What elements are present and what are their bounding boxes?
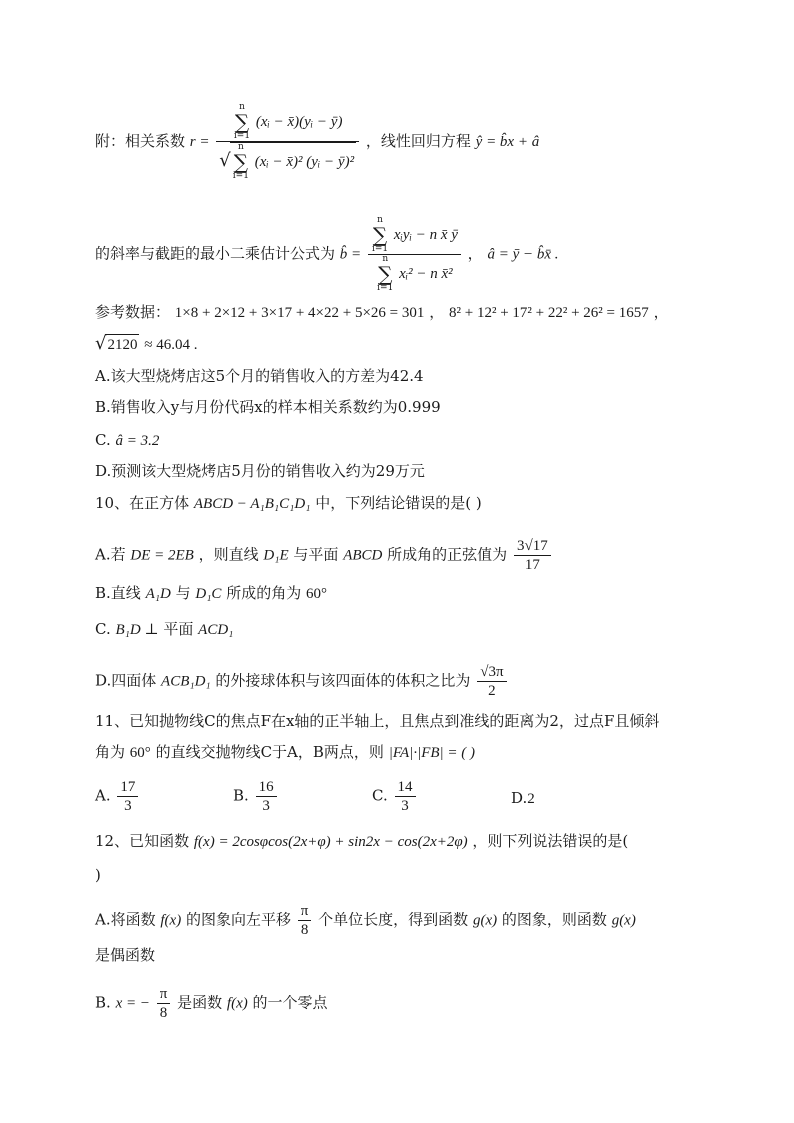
plane-name: ABCD: [343, 547, 383, 564]
regression-equation: ŷ = b̂x + â: [475, 134, 540, 150]
option-label: A.: [95, 786, 111, 805]
option-label: B.直线: [95, 584, 141, 602]
zero-fraction: $\frac{\pi}{8}$: [157, 985, 171, 1022]
q12-option-a: [95, 902, 636, 939]
tetrahedron-name: ACB₁D₁: [161, 673, 211, 690]
reference-expr-1: 1×8 + 2×12 + 3×17 + 4×22 + 5×26 = 301: [174, 305, 425, 321]
sine-fraction: $\frac{3√17}{17}$: [514, 537, 551, 574]
correlation-fraction: n ∑ i=1 (xᵢ − x̄)(yᵢ − ȳ) √n ∑ i=1 (xᵢ − x̄)² (yᵢ − ȳ)²: [216, 103, 359, 181]
correlation-denominator: (xᵢ − x̄)² (yᵢ − ȳ)²: [254, 154, 355, 170]
appendix-mid-text: ，线性回归方程: [365, 132, 471, 150]
cube-name: ABCD − A₁B₁C₁D₁: [193, 496, 311, 512]
q12-option-b: [95, 985, 328, 1022]
q11-option-c: [372, 778, 418, 815]
option-label: A.将函数: [95, 910, 156, 929]
sum-symbol: n ∑ i=1: [233, 102, 251, 141]
b-hat-numerator: xᵢyᵢ − n x̄ ȳ: [393, 227, 458, 243]
q10-option-a: [95, 537, 553, 574]
text: 是函数: [177, 993, 223, 1012]
appendix-correlation-line: [95, 103, 539, 181]
text: 所成角的正弦值为: [387, 545, 508, 564]
q10-stem-b: 中，下列结论错误的是( ): [315, 494, 482, 512]
reference-expr-2: 8² + 12² + 17² + 22² + 26² = 1657: [448, 305, 649, 321]
r-equals: r =: [189, 134, 210, 150]
a-hat-formula: â = ȳ − b̂x̄ .: [487, 246, 559, 263]
distance-product: |FA|·|FB| = ( ): [388, 745, 476, 761]
option-label: D.: [511, 789, 528, 807]
q9-option-b: B.销售收入y与月份代码x的样本相关系数约为0.999: [95, 398, 441, 416]
appendix-prefix: 附：相关系数: [95, 132, 186, 150]
text: 角为: [95, 743, 126, 761]
q12-stem-close: ): [95, 866, 101, 884]
text: 的外接球体积与该四面体的体积之比为: [215, 671, 471, 690]
appendix-least-squares-line: [95, 216, 559, 293]
option-value: 2: [527, 791, 535, 807]
b-hat-fraction: [368, 216, 461, 293]
text: ，则下列说法错误的是(: [472, 832, 629, 850]
reference-data-line: [95, 302, 669, 323]
q11-option-d: [511, 788, 535, 809]
option-label: C.: [95, 431, 111, 449]
q9-option-c-expr: â = 3.2: [115, 433, 160, 449]
line-name: D₁C: [195, 586, 222, 602]
angle-value: 60°: [306, 586, 328, 602]
volume-ratio-fraction: $\frac{√3\pi}{2}$: [477, 663, 506, 700]
vector-equation: DE = 2EB: [130, 547, 194, 564]
sqrt-approx: ≈ 46.04 .: [144, 337, 198, 353]
q10-option-d: [95, 663, 509, 700]
q10-stem-a: 10、在正方体: [95, 494, 190, 512]
angle-value: 60°: [129, 745, 151, 761]
correlation-numerator: (xᵢ − x̄)(yᵢ − ȳ): [255, 114, 343, 130]
q11-option-b: [233, 778, 279, 815]
text: 与: [175, 584, 191, 602]
text: 的图象向左平移: [186, 910, 292, 929]
option-label: C.: [95, 620, 111, 638]
option-fraction: $\frac{16}{3}$: [256, 778, 277, 815]
q10-option-b: [95, 583, 327, 604]
line-name: D₁E: [263, 547, 289, 564]
q11-stem-2: [95, 742, 475, 763]
comma: ，: [467, 244, 483, 263]
q10-option-c: [95, 619, 233, 640]
function-name: g(x): [611, 912, 636, 929]
reference-sqrt-line: √2120 ≈ 46.04 .: [95, 333, 198, 354]
text: 个单位长度，得到函数: [318, 910, 469, 929]
text: 的图象，则函数: [501, 910, 607, 929]
line-name: A₁D: [145, 586, 171, 602]
b-hat-equals: b̂ =: [339, 246, 362, 263]
function-name: f(x): [226, 995, 248, 1012]
q12-stem: [95, 831, 628, 852]
function-name: g(x): [472, 912, 498, 929]
q12-option-a-cont: 是偶函数: [95, 946, 156, 964]
option-label: A.若: [95, 545, 126, 564]
option-fraction: $\frac{14}{3}$: [395, 778, 416, 815]
q9-option-a: A.该大型烧烤店这5个月的销售收入的方差为42.4: [95, 367, 424, 385]
plane-name: ACD₁: [198, 622, 234, 638]
function-name: f(x): [160, 912, 182, 929]
text: ，则直线: [198, 545, 259, 564]
option-label: B.: [233, 786, 249, 805]
q9-option-d: D.预测该大型烧烤店5月份的销售收入约为29万元: [95, 462, 425, 480]
function-definition: f(x) = 2cosφcos(2x+φ) + sin2x − cos(2x+2φ): [193, 834, 468, 850]
q11-option-a: [95, 778, 140, 815]
option-label: B.: [95, 993, 111, 1012]
sum-symbol: n ∑ i=1: [371, 215, 389, 254]
text: 12、已知函数: [95, 832, 190, 850]
q10-stem: [95, 493, 482, 514]
x-equals: x = −: [115, 995, 150, 1012]
text: 的一个零点: [252, 993, 328, 1012]
sum-symbol: n ∑ i=1: [377, 254, 394, 293]
sqrt-value: 2120: [105, 334, 139, 355]
option-label: C.: [372, 786, 388, 805]
b-hat-denominator: xᵢ² − n x̄²: [399, 266, 453, 282]
least-squares-prefix: 的斜率与截距的最小二乘估计公式为: [95, 244, 336, 263]
reference-label: 参考数据：: [95, 303, 171, 321]
option-label: D.四面体: [95, 671, 157, 690]
perp-expr: B₁D ⊥: [115, 622, 159, 638]
q11-stem-1: 11、已知抛物线C的焦点F在x轴的正半轴上，且焦点到准线的距离为2，过点F且倾斜: [95, 712, 660, 730]
q9-option-c: [95, 430, 159, 451]
sum-symbol: n ∑ i=1: [232, 142, 249, 181]
text: 所成的角为: [226, 584, 302, 602]
text: 平面: [163, 620, 194, 638]
text: 的直线交抛物线C于A，B两点，则: [155, 743, 384, 761]
shift-fraction: $\frac{\pi}{8}$: [298, 902, 312, 939]
reference-end: ，: [653, 303, 669, 321]
text: 与平面: [293, 545, 339, 564]
option-fraction: $\frac{17}{3}$: [117, 778, 138, 815]
reference-sep: ，: [429, 303, 445, 321]
